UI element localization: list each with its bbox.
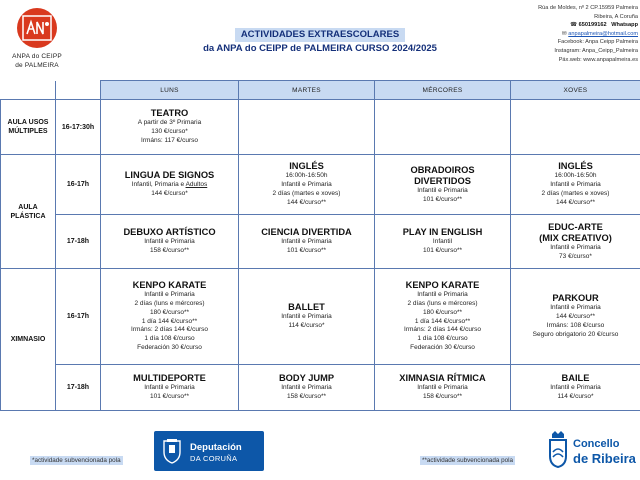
- time-slot: 16-17:30h: [56, 100, 101, 155]
- schedule-table: [0, 80, 640, 411]
- room-label: AULA USOS: [7, 119, 49, 126]
- day-header-martes: MARTES: [239, 81, 375, 100]
- activity-detail: 2 días (luns e mércores): [407, 300, 478, 307]
- activity-detail: Infantil e Primaria: [281, 384, 332, 392]
- activity-price: 144 €/curso**: [555, 198, 596, 206]
- activity-detail: Infantil e Primaria: [550, 243, 601, 251]
- concello-label: Concello: [573, 438, 620, 450]
- corner-cell: [1, 81, 56, 100]
- activity-baile: [511, 365, 640, 411]
- audience-adultos: Adultos: [185, 181, 208, 189]
- empty-cell: [375, 100, 511, 155]
- activity-detail: Infantil e Primaria: [281, 238, 332, 246]
- table-row: [1, 365, 640, 411]
- activity-detail: Infantil e Primaria: [550, 181, 601, 189]
- activity-detail: 1 día 108 €/curso: [144, 335, 195, 343]
- room-label: AULA: [18, 203, 38, 211]
- activity-price: 158 €/curso**: [149, 247, 190, 254]
- deputacion-name: Deputación: [190, 442, 242, 453]
- activity-educ-arte: [511, 215, 640, 269]
- activity-detail: Irmáns: 2 días 144 €/curso: [404, 326, 481, 334]
- activity-title: PARKOUR: [552, 293, 599, 304]
- web-line[interactable]: Páx.web: www.anpapalmeira.es: [558, 56, 638, 63]
- activity-ballet: [239, 269, 375, 365]
- activity-detail: [101, 181, 238, 190]
- activity-title: (MIX CREATIVO): [539, 232, 612, 243]
- activity-ximnasia-ritmica: [375, 365, 511, 411]
- activity-detail: Infantil e Primaria: [550, 304, 601, 312]
- activity-detail: 16:00h-16:50h: [554, 172, 597, 180]
- table-row: [1, 155, 640, 215]
- deputacion-logo: [154, 431, 264, 471]
- activity-detail: Irmáns: 108 €/curso: [546, 322, 605, 329]
- logo-label-2: de PALMEIRA: [15, 62, 59, 69]
- activity-teatro: [101, 100, 239, 155]
- corner-cell: [56, 81, 101, 100]
- activity-price: 180 €/curso**: [149, 308, 190, 316]
- activity-detail: Infantil e Primaria: [144, 384, 195, 392]
- activity-title: PLAY IN ENGLISH: [402, 227, 483, 238]
- audience-text: Infantil, Primaria e: [131, 181, 186, 189]
- activity-title: LINGUA DE SIGNOS: [124, 170, 215, 181]
- whatsapp-label: Whatsapp: [611, 22, 638, 29]
- activity-detail: Infantil: [432, 238, 453, 246]
- activity-detail: Irmáns: 2 días 144 €/curso: [131, 326, 208, 334]
- activity-price: 101 €/curso**: [422, 247, 463, 254]
- activity-title: BAILE: [561, 373, 590, 384]
- room-aula-plastica: [1, 155, 56, 269]
- activity-price: 158 €/curso**: [286, 393, 327, 400]
- activity-title: CIENCIA DIVERTIDA: [261, 227, 352, 238]
- activity-title: KENPO KARATE: [405, 280, 480, 291]
- activity-detail: Infantil e Primaria: [281, 313, 332, 321]
- ribeira-crest-icon: [547, 430, 569, 468]
- activity-title: INGLÉS: [558, 161, 593, 172]
- activity-title: DEBUXO ARTÍSTICO: [123, 227, 216, 238]
- activity-title: BODY JUMP: [278, 373, 335, 384]
- time-slot: 17-18h: [56, 365, 101, 411]
- room-label: MÚLTIPLES: [8, 128, 48, 135]
- activity-price: 101 €/curso**: [286, 247, 327, 254]
- activity-detail: Federación 30 €/curso: [410, 343, 475, 351]
- activity-detail: Infantil e Primaria: [417, 291, 468, 299]
- phone-number: 650199162: [578, 22, 607, 29]
- day-header-row: [1, 81, 640, 100]
- anpa-logo-emblem: [17, 8, 57, 48]
- activity-price: 101 €/curso**: [149, 393, 190, 400]
- activity-title: DIVERTIDOS: [414, 175, 471, 186]
- footnote-double-star: **actividade subvencionada pola: [422, 457, 514, 464]
- title-line-2: da ANPA do CEIPP de PALMEIRA CURSO 2024/2025: [203, 43, 437, 54]
- room-label: PLÁSTICA: [10, 212, 46, 220]
- activity-multideporte: [101, 365, 239, 411]
- deputacion-region: DA CORUÑA: [190, 454, 238, 463]
- activity-detail: Infantil e Primaria: [281, 181, 332, 189]
- address-line-2: Ribeira, A Coruña: [594, 13, 638, 20]
- activity-price: 144 €/curso**: [286, 198, 327, 206]
- activity-price: 101 €/curso**: [422, 195, 463, 203]
- ribeira-label: de Ribeira: [573, 451, 636, 466]
- activity-title: MULTIDEPORTE: [133, 373, 206, 384]
- activity-detail: 1 día 108 €/curso: [417, 335, 468, 343]
- activity-play-english: [375, 215, 511, 269]
- time-slot: 16-17h: [56, 269, 101, 365]
- activity-detail: Irmáns: 117 €/curso: [141, 136, 198, 144]
- activity-price: 114 €/curso*: [557, 393, 594, 400]
- facebook-line: Facebook: Anpa Ceipp Palmeira: [557, 39, 638, 46]
- email-link[interactable]: anpapalmeira@hotmail.com: [568, 30, 638, 37]
- activity-detail: Infantil e Primaria: [417, 384, 468, 392]
- activity-title: EDUC-ARTE: [548, 221, 603, 232]
- table-row: [1, 215, 640, 269]
- activity-detail: Infantil e Primaria: [417, 186, 468, 194]
- room-usos-multiples: [1, 100, 56, 155]
- activity-kenpo-luns: [101, 269, 239, 365]
- mail-icon: ✉: [562, 30, 569, 37]
- activity-parkour: [511, 269, 640, 365]
- activity-price: 158 €/curso**: [422, 393, 463, 400]
- footnote-single-star: *actividade subvencionada pola: [32, 457, 121, 464]
- empty-cell: [239, 100, 375, 155]
- activity-price: 73 €/curso*: [559, 252, 592, 260]
- activity-debuxo: [101, 215, 239, 269]
- activity-detail: A partir de 3º Primaria: [137, 119, 202, 127]
- activity-price: 144 €/curso**: [555, 313, 596, 321]
- concello-ribeira-logo: [545, 428, 637, 472]
- day-header-luns: LUNS: [101, 81, 239, 100]
- activity-title: KENPO KARATE: [132, 280, 207, 291]
- activity-detail: 2 días (martes e xoves): [541, 190, 610, 197]
- activity-price: 1 día 144 €/curso**: [141, 317, 198, 325]
- activity-detail: 2 días (luns e mércores): [134, 300, 205, 307]
- time-slot: 17-18h: [56, 215, 101, 269]
- activity-obradoiros: [375, 155, 511, 215]
- activity-kenpo-mercores: [375, 269, 511, 365]
- deputacion-shield-icon: [162, 438, 182, 464]
- page-title: [190, 24, 450, 56]
- activity-price: 114 €/curso*: [288, 322, 325, 329]
- instagram-line: Instagram: Anpa_Ceipp_Palmeira: [554, 47, 638, 54]
- activity-detail: Seguro obrigatorio 20 €/curso: [532, 330, 619, 338]
- activity-detail: 16:00h-16:50h: [285, 172, 328, 180]
- activity-lingua-signos: [101, 155, 239, 215]
- activity-title: BALLET: [288, 302, 325, 313]
- activity-detail: Federación 30 €/curso: [137, 343, 202, 351]
- contact-info: [498, 4, 638, 64]
- activity-title: XIMNASIA RÍTMICA: [399, 373, 486, 384]
- time-slot: 16-17h: [56, 155, 101, 215]
- activity-price: 130 €/curso*: [151, 128, 188, 136]
- title-line-1: ACTIVIDADES EXTRAESCOLARES: [235, 28, 405, 42]
- activity-detail: 2 días (martes e xoves): [272, 190, 341, 197]
- day-header-mercores: MÉRCORES: [375, 81, 511, 100]
- activity-price: 1 día 144 €/curso**: [414, 317, 471, 325]
- activity-ingles-martes: [239, 155, 375, 215]
- activity-price: 144 €/curso*: [151, 190, 188, 197]
- activity-detail: Infantil e Primaria: [144, 291, 195, 299]
- table-row: [1, 269, 640, 365]
- activity-ciencia: [239, 215, 375, 269]
- activity-title: INGLÉS: [289, 161, 324, 172]
- day-header-xoves: XOVES: [511, 81, 640, 100]
- activity-price: 180 €/curso**: [422, 308, 463, 316]
- activity-body-jump: [239, 365, 375, 411]
- address-line-1: Rúa de Moldes, nº 2 CP.15959 Palmeira: [538, 5, 638, 11]
- logo-label-1: ANPA do CEIPP: [12, 53, 62, 60]
- phone-icon: ☎: [570, 22, 579, 29]
- activity-ingles-xoves: [511, 155, 640, 215]
- activity-title: TEATRO: [150, 108, 189, 119]
- anpa-logo: [6, 6, 68, 80]
- activity-detail: Infantil e Primaria: [144, 238, 195, 246]
- empty-cell: [511, 100, 640, 155]
- room-ximnasio: XIMNASIO: [1, 269, 56, 411]
- table-row: [1, 100, 640, 155]
- activity-title: OBRADOIROS: [410, 164, 475, 175]
- activity-detail: Infantil e Primaria: [550, 384, 601, 392]
